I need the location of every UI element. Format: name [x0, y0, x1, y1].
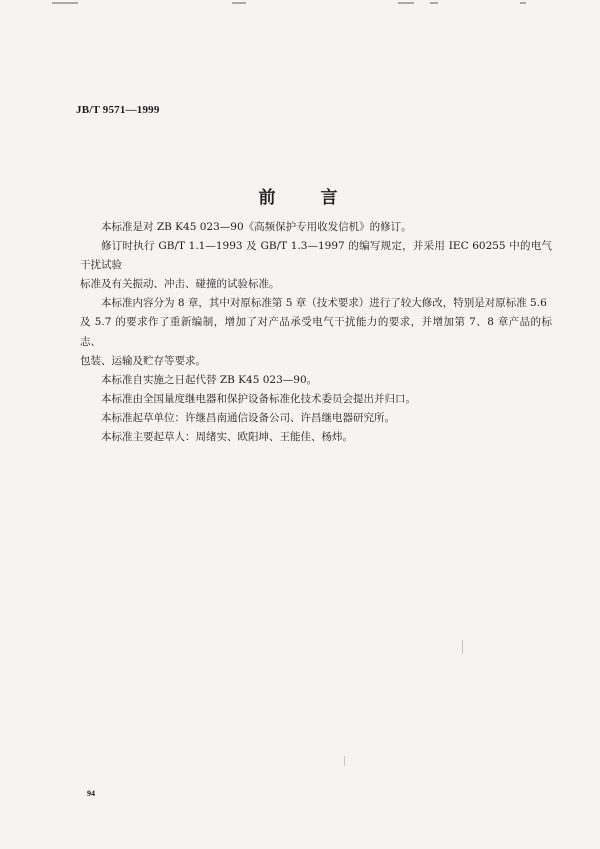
page-title: 前 言 [258, 188, 352, 208]
standard-number: JB/T 9571—1999 [76, 104, 160, 116]
paragraph: 本标准是对 ZB K45 023—90《高频保护专用收发信机》的修订。 [101, 221, 412, 233]
paragraph: 本标准起草单位：许继昌南通信设备公司、许昌继电器研究所。 [101, 411, 395, 424]
paragraph-continuation: 及 5.7 的要求作了重新编制，增加了对产品承受电气干扰能力的要求，并增加第 7、8 章产品的标志、 [80, 316, 552, 348]
scan-speck [462, 640, 463, 654]
paragraph: 本标准由全国量度继电器和保护设备标准化技术委员会提出并归口。 [101, 392, 416, 405]
paragraph: 本标准主要起草人：周绪实、欧阳坤、王能佳、杨炜。 [101, 431, 353, 444]
scan-speck [344, 756, 345, 766]
paragraph: 本标准内容分为 8 章，其中对原标准第 5 章（技术要求）进行了较大修改，特别是对原标准 5.6 [101, 297, 547, 310]
scan-edge-marks [0, 0, 600, 8]
foreword-body [80, 218, 552, 447]
paragraph: 本标准自实施之日起代替 ZB K45 023—90。 [101, 373, 318, 386]
paragraph-continuation: 标准及有关振动、冲击、碰撞的试验标准。 [80, 278, 280, 291]
page-number: 94 [87, 789, 95, 798]
paragraph: 修订时执行 GB/T 1.1—1993 及 GB/T 1.3—1997 的编写规定，并采用 IEC 60255 中的电气干扰试验 [80, 240, 552, 272]
paragraph-continuation: 包装、运输及贮存等要求。 [80, 354, 206, 367]
